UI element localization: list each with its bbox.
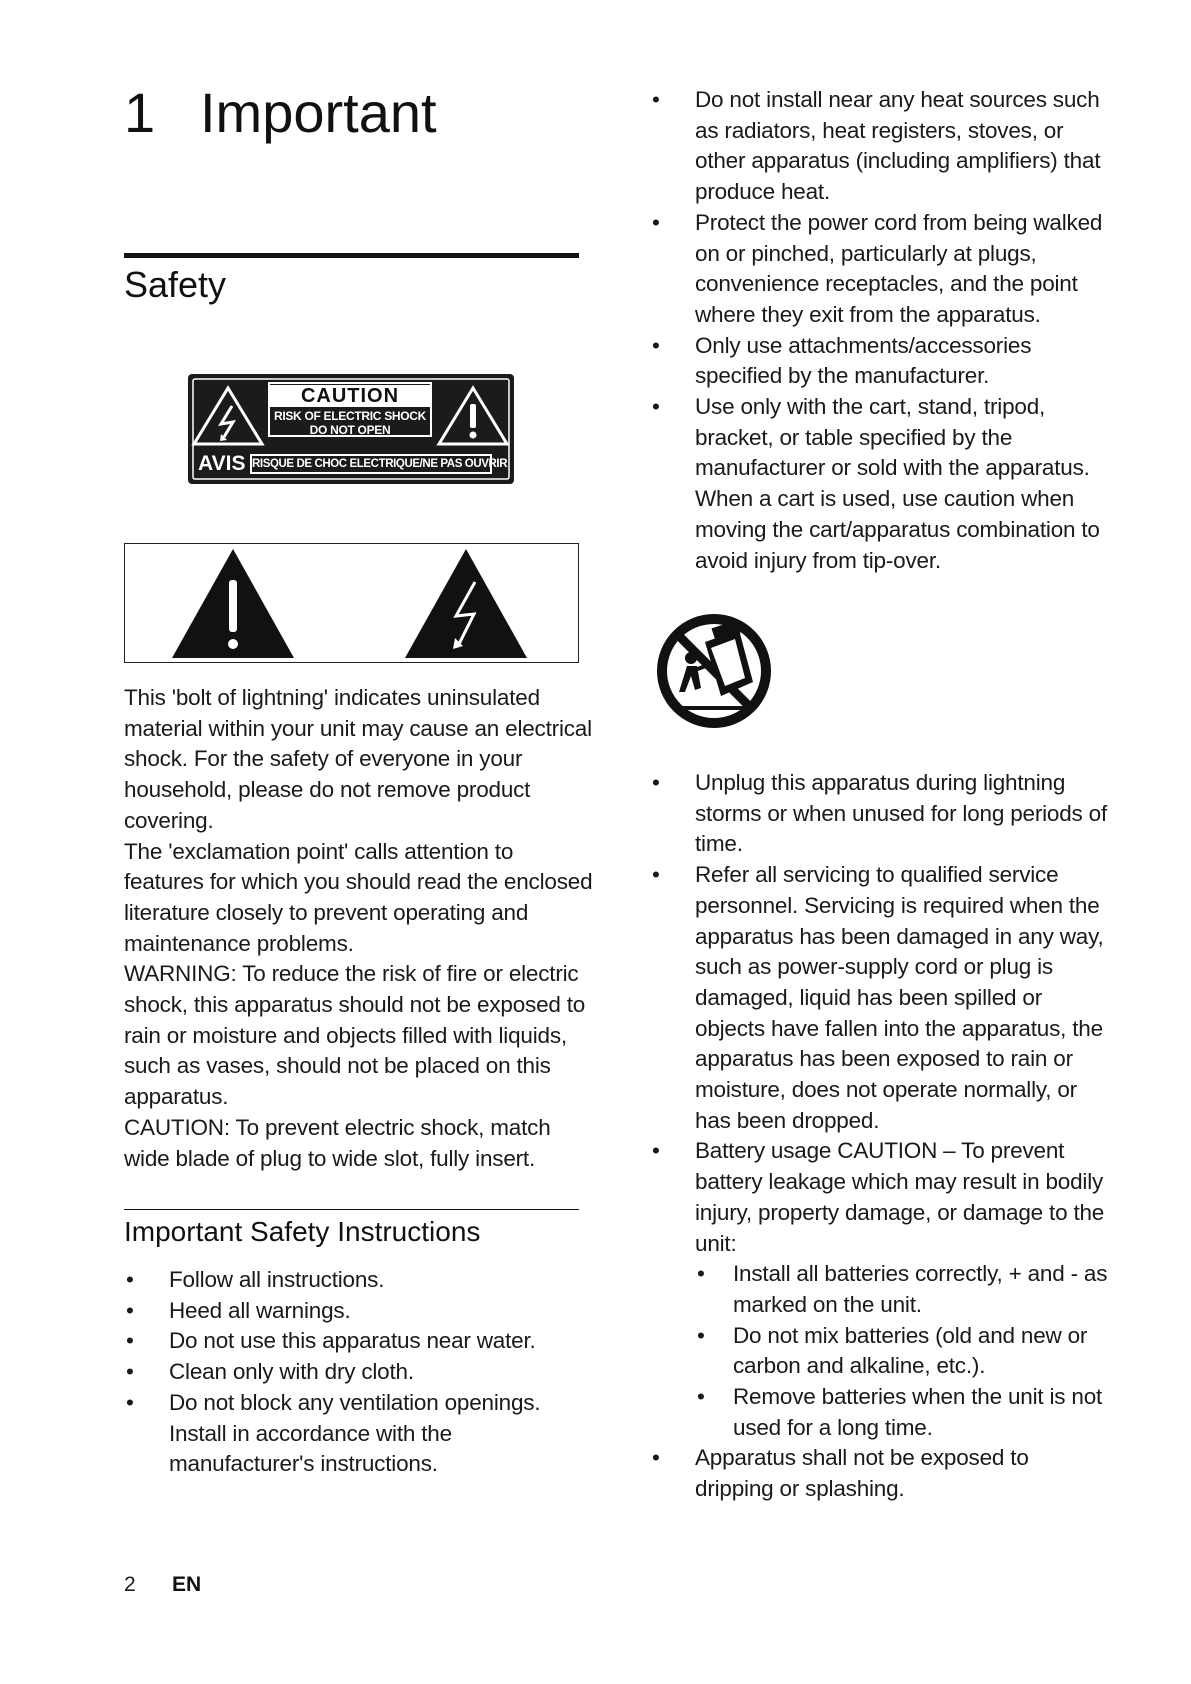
list-item-text: Do not block any ventilation openings. Install in accordance with the manufacturer's instructions. — [169, 1389, 541, 1477]
caution-label-icon — [188, 374, 514, 484]
list-item-text: Protect the power cord from being walked on or pinched, particularly at plugs, convenience receptacles, and the point where they exit from the apparatus. — [695, 209, 1103, 327]
list-item-text: Refer all servicing to qualified service personnel. Servicing is required when the apparatus has been damaged in any way, such as power-supply cord or plug is damaged, liquid has been spilled or objects have fallen into the apparatus, the apparatus has been exposed to rain or moisture, does not operate normally, or has been dropped. — [695, 862, 1104, 1133]
label-lightning-triangle-icon — [194, 388, 262, 444]
list-item-text: Do not install near any heat sources such as radiators, heat registers, stoves, or other apparatus (including amplifiers) that produce heat. — [695, 87, 1101, 205]
safety-explanation — [124, 683, 594, 1174]
chapter-number: 1 — [124, 81, 156, 144]
avis-label: AVIS — [198, 452, 246, 475]
chapter-title — [124, 78, 437, 148]
list-item-text: Battery usage CAUTION – To prevent battery leakage which may result in bodily injury, property damage, or damage to the unit: — [695, 1138, 1105, 1256]
bullet: • — [697, 1384, 705, 1410]
paragraph-lightning: This 'bolt of lightning' indicates uninsulated material within your unit may cause an electrical shock. For the safety of everyone in your household, please do not remove product covering. — [124, 685, 592, 833]
bullet: • — [652, 862, 660, 888]
list-item-text: Clean only with dry cloth. — [169, 1359, 414, 1385]
caution-heading: CAUTION — [270, 385, 430, 407]
chapter-title-text: Important — [200, 81, 437, 144]
bullet: • — [126, 1328, 134, 1354]
bullet: • — [126, 1297, 134, 1323]
list-item-text: Apparatus shall not be exposed to dripping or splashing. — [695, 1445, 1029, 1502]
list-item — [650, 392, 1110, 576]
caution-line-1: RISK OF ELECTRIC SHOCK — [273, 409, 427, 423]
subsection-divider — [124, 1209, 579, 1210]
caution-line-2: DO NOT OPEN — [309, 423, 391, 437]
list-item-text: Follow all instructions. — [169, 1267, 385, 1292]
warning-symbols — [125, 544, 578, 662]
list-item — [650, 208, 1110, 331]
list-item-text: Only use attachments/accessories specified by the manufacturer. — [695, 332, 1032, 389]
bullet: • — [697, 1322, 705, 1348]
list-item — [124, 1265, 564, 1296]
list-item — [124, 1326, 564, 1357]
language-code: EN — [172, 1573, 202, 1596]
battery-sublist — [695, 1259, 1110, 1443]
bullet: • — [126, 1359, 134, 1385]
sub-list-item — [695, 1259, 1110, 1320]
bullet: • — [652, 770, 660, 795]
list-item — [650, 1443, 1110, 1504]
sub-list-item-text: Remove batteries when the unit is not used for a long time. — [733, 1384, 1103, 1440]
bullet: • — [652, 394, 660, 420]
list-item — [650, 860, 1110, 1136]
list-item — [650, 1136, 1110, 1443]
sub-list-item — [695, 1382, 1110, 1443]
section-title-safety: Safety — [124, 264, 227, 305]
bullet: • — [126, 1389, 134, 1415]
page-number: 2 — [124, 1573, 136, 1596]
subsection-title-instructions: Important Safety Instructions — [124, 1216, 481, 1247]
sub-list-item-text: Install all batteries correctly, + and - as marked on the unit. — [733, 1261, 1108, 1317]
avis-text: RISQUE DE CHOC ELECTRIQUE/NE PAS OUVRIR — [250, 454, 492, 474]
bullet: • — [652, 87, 660, 112]
instructions-list-right-top — [650, 85, 1110, 576]
bullet: • — [697, 1261, 705, 1287]
list-item — [650, 768, 1110, 860]
sub-list-item — [695, 1321, 1110, 1382]
sub-list-item-text: Do not mix batteries (old and new or carbon and alkaline, etc.). — [733, 1322, 1088, 1379]
section-divider — [124, 253, 579, 258]
list-item — [124, 1296, 564, 1327]
bullet: • — [126, 1267, 134, 1292]
caution-text-box — [268, 382, 432, 437]
paragraph-caution: CAUTION: To prevent electric shock, match wide blade of plug to wide slot, fully insert. — [124, 1114, 551, 1171]
bullet: • — [652, 1445, 660, 1471]
list-item — [124, 1388, 564, 1480]
instructions-list-left — [124, 1265, 564, 1480]
warning-symbols-box — [124, 543, 579, 663]
exclamation-triangle-icon — [172, 549, 294, 658]
list-item — [650, 331, 1110, 392]
paragraph-exclamation: The 'exclamation point' calls attention to features for which you should read the enclosed literature closely to prevent operating and maintenance problems. — [124, 838, 593, 956]
lightning-triangle-icon — [405, 549, 527, 658]
list-item-text: Heed all warnings. — [169, 1297, 351, 1323]
bullet: • — [652, 209, 660, 235]
list-item-text: Use only with the cart, stand, tripod, bracket, or table specified by the manufacturer or sold with the apparatus. When a cart is used, use caution when moving the cart/apparatus combination to avoid injury from tip-over. — [695, 394, 1100, 573]
cart-tipover-warning-icon — [655, 612, 773, 730]
list-item-text: Do not use this apparatus near water. — [169, 1328, 536, 1354]
list-item-text: Unplug this apparatus during lightning storms or when unused for long periods of time. — [695, 770, 1108, 857]
bullet: • — [652, 1138, 660, 1164]
instructions-list-right-bottom — [650, 768, 1110, 1505]
bullet: • — [652, 332, 660, 358]
paragraph-warning: WARNING: To reduce the risk of fire or electric shock, this apparatus should not be exposed to rain or moisture and objects filled with liquids, such as vases, should not be placed on this apparatus. — [124, 961, 586, 1110]
list-item — [124, 1357, 564, 1388]
list-item — [650, 85, 1110, 208]
